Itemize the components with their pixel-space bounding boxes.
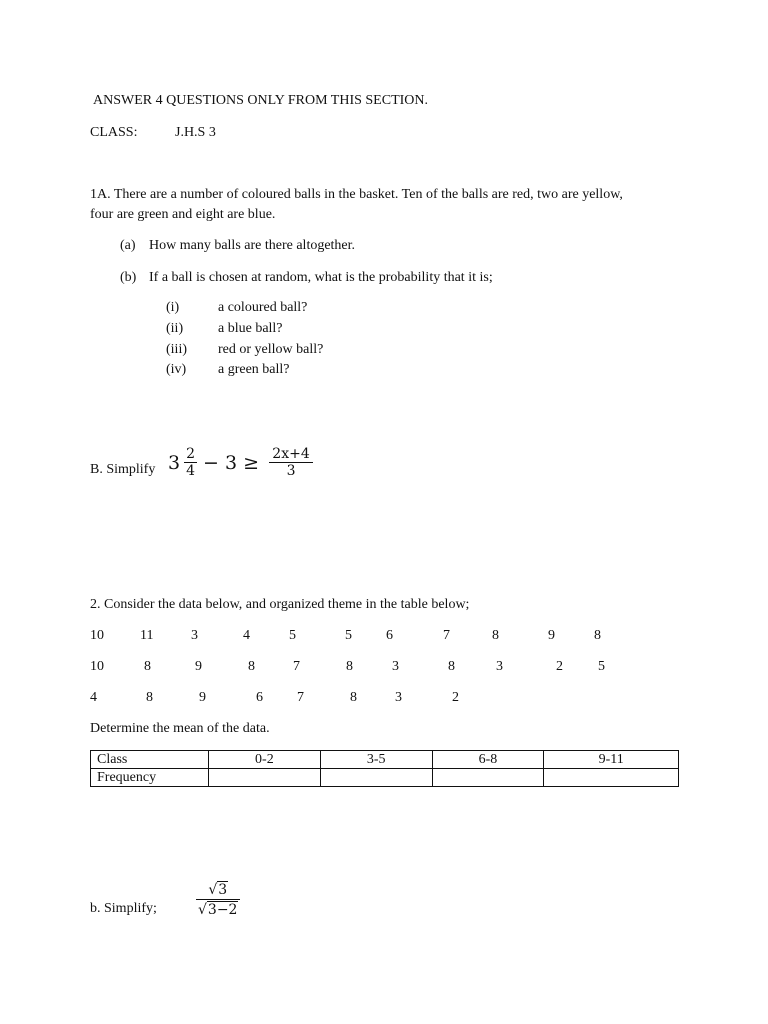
table-row	[91, 751, 679, 769]
table-header-cell: Class	[91, 751, 209, 769]
table-cell	[209, 769, 321, 787]
data-value: 2	[452, 690, 459, 705]
data-value: 6	[256, 690, 263, 705]
data-value: 9	[195, 659, 202, 674]
table-header-cell: 9-11	[544, 751, 679, 769]
q2b-denominator-radicand: 3−2	[207, 902, 238, 918]
q2b-denominator	[196, 899, 240, 918]
data-value: 8	[248, 659, 255, 674]
q2b-numerator	[206, 882, 230, 899]
q1b-expression	[168, 446, 313, 479]
table-header-cell: 0-2	[209, 751, 321, 769]
table-cell: Frequency	[91, 769, 209, 787]
radical-symbol: √	[198, 902, 207, 918]
data-value: 9	[548, 628, 555, 643]
q1b-rhs-fraction	[269, 446, 313, 479]
q1b-rhs-numerator: 2x+4	[272, 446, 310, 462]
data-value: 8	[144, 659, 151, 674]
sub-item-text: a coloured ball?	[218, 300, 308, 315]
q1b-fraction-numerator: 2	[186, 446, 196, 462]
q1a-part-a-text: How many balls are there altogether.	[149, 238, 356, 253]
section-instruction: ANSWER 4 QUESTIONS ONLY FROM THIS SECTION.	[93, 93, 429, 108]
q1b-whole-number: 3	[168, 451, 181, 474]
data-value: 3	[395, 690, 402, 705]
table-header-cell: 3-5	[320, 751, 432, 769]
q1a-part-b-text: If a ball is chosen at random, what is the probability that it is;	[149, 270, 493, 285]
q1a-intro-line1: 1A. There are a number of coloured balls in the basket. Ten of the balls are red, two are yellow,	[90, 187, 623, 202]
data-value: 7	[297, 690, 304, 705]
q1b-rhs-denominator: 3	[269, 462, 313, 479]
sub-item-label: (iv)	[166, 362, 187, 377]
data-value: 7	[443, 628, 450, 643]
table-cell	[544, 769, 679, 787]
data-value: 5	[345, 628, 352, 643]
q1b-label: B. Simplify	[90, 462, 156, 477]
sub-item-text: a blue ball?	[218, 321, 283, 336]
table-cell	[432, 769, 544, 787]
data-value: 10	[90, 659, 104, 674]
data-value: 5	[598, 659, 605, 674]
q1a-part-a-label: (a)	[120, 238, 136, 253]
data-value: 11	[140, 628, 154, 643]
q2b-fraction	[196, 882, 240, 918]
sub-item-text: red or yellow ball?	[218, 342, 324, 357]
class-value: J.H.S 3	[175, 125, 216, 140]
table-row	[91, 769, 679, 787]
q2-intro: 2. Consider the data below, and organized theme in the table below;	[90, 597, 470, 612]
data-value: 8	[146, 690, 153, 705]
class-label: CLASS:	[90, 125, 138, 140]
data-value: 2	[556, 659, 563, 674]
q1b-mixed-fraction	[184, 446, 197, 479]
data-value: 8	[448, 659, 455, 674]
data-value: 4	[243, 628, 250, 643]
frequency-table	[90, 750, 679, 787]
data-value: 5	[289, 628, 296, 643]
table-header-cell: 6-8	[432, 751, 544, 769]
table-cell	[320, 769, 432, 787]
data-value: 3	[496, 659, 503, 674]
q2b-label: b. Simplify;	[90, 901, 157, 916]
data-value: 7	[293, 659, 300, 674]
data-value: 9	[199, 690, 206, 705]
data-value: 8	[346, 659, 353, 674]
q1a-part-b-label: (b)	[120, 270, 137, 285]
q2b-numerator-radicand: 3	[218, 882, 228, 898]
radical-symbol: √	[208, 882, 218, 898]
sub-item-label: (ii)	[166, 321, 184, 336]
data-value: 6	[386, 628, 393, 643]
data-value: 4	[90, 690, 97, 705]
q2-mean-prompt: Determine the mean of the data.	[90, 721, 270, 736]
data-value: 8	[492, 628, 499, 643]
data-value: 8	[350, 690, 357, 705]
q2b-expression	[196, 882, 240, 918]
data-value: 3	[191, 628, 198, 643]
sub-item-label: (iii)	[166, 342, 187, 357]
sub-item-label: (i)	[166, 300, 180, 315]
data-value: 10	[90, 628, 104, 643]
q1a-intro-line2: four are green and eight are blue.	[90, 207, 276, 222]
data-value: 3	[392, 659, 399, 674]
data-value: 8	[594, 628, 601, 643]
q1b-operators: − 3 ≥	[203, 451, 260, 474]
q1b-fraction-denominator: 4	[186, 463, 196, 479]
sub-item-text: a green ball?	[218, 362, 290, 377]
